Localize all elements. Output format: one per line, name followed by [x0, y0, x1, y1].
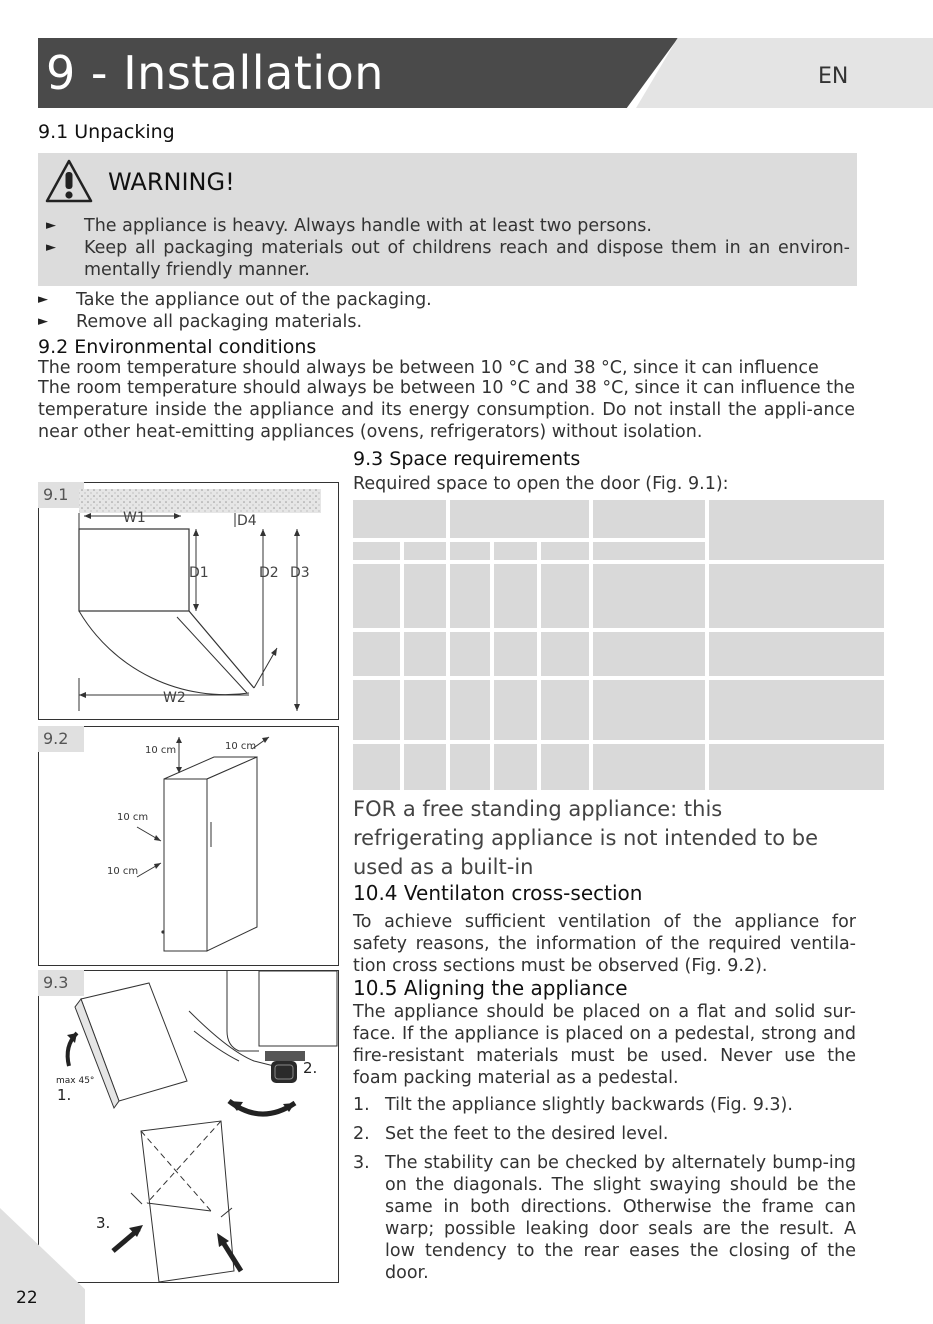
warning-triangle-icon	[44, 158, 94, 204]
table-cell	[404, 564, 446, 628]
heading-space-requirements: 9.3 Space requirements	[353, 448, 581, 470]
label-w2: W2	[163, 690, 186, 706]
label-clearance-side-top: 10 cm	[117, 812, 149, 823]
table-cell	[450, 632, 490, 676]
figure-tag: 9.3	[38, 970, 84, 996]
environmental-text: The room temperature should always be between 10 °C and 38 °C, since it can influence the temperature inside the appliance and its energy consumption. Do not install the appli-ance near other heat-emitting appliances (ovens, refrigerators) without isolation.	[38, 378, 855, 442]
table-cell	[450, 542, 490, 560]
table-cell	[709, 744, 884, 790]
table-cell	[353, 564, 400, 628]
table-cell	[450, 744, 490, 790]
warning-title: WARNING!	[108, 168, 235, 196]
heading-environmental: 9.2 Environmental conditions	[38, 336, 317, 358]
warning-item: ► Keep all packaging materials out of childrens reach and dispose them in an environ-mentally friendly manner.	[46, 238, 850, 280]
table-cell	[353, 542, 400, 560]
table-cell	[593, 680, 705, 740]
heading-unpacking: 9.1 Unpacking	[38, 121, 175, 143]
free-standing-note: FOR a free standing appliance: this refrigerating appliance is not intended to be used as a built-in	[353, 797, 818, 879]
label-d2: D2	[259, 565, 279, 581]
table-cell	[450, 500, 589, 538]
space-subtext: Required space to open the door (Fig. 9.1):	[353, 474, 729, 494]
label-max-angle: max 45°	[56, 1076, 95, 1086]
aligning-steps	[353, 1094, 856, 1284]
table-cell	[404, 680, 446, 740]
heading-ventilation: 10.4 Ventilaton cross-section	[353, 881, 643, 905]
label-clearance-top-left: 10 cm	[145, 745, 177, 756]
language-label: EN	[818, 64, 849, 89]
space-table	[353, 500, 884, 790]
aligning-text: The appliance should be placed on a flat and solid sur-face. If the appliance is placed on a pedestal, strong and fire-resistant materials must be used. Never use the foam packing material as a pedestal.	[353, 1002, 856, 1088]
label-step-3: 3.	[96, 1214, 111, 1232]
label-step-1: 1.	[57, 1086, 72, 1104]
warning-list	[38, 215, 850, 281]
page-title: 9 - Installation	[46, 46, 384, 100]
table-cell	[404, 542, 446, 560]
list-item: ► Take the appliance out of the packaging.	[38, 290, 432, 310]
table-cell	[541, 632, 589, 676]
table-cell	[593, 632, 705, 676]
list-item: ► Remove all packaging materials.	[38, 312, 363, 332]
list-item: 2. Set the feet to the desired level.	[353, 1124, 669, 1144]
heading-aligning: 10.5 Aligning the appliance	[353, 976, 628, 1000]
list-item: 1. Tilt the appliance slightly backwards (Fig. 9.3).	[353, 1095, 793, 1115]
table-cell	[450, 680, 490, 740]
table-cell	[593, 564, 705, 628]
table-cell	[709, 632, 884, 676]
table-cell	[593, 744, 705, 790]
unpacking-steps	[38, 289, 850, 333]
table-cell	[494, 680, 537, 740]
ventilation-diagram	[39, 727, 338, 965]
table-cell	[541, 680, 589, 740]
label-clearance-side-bottom: 10 cm	[107, 866, 139, 877]
table-cell	[494, 632, 537, 676]
table-cell	[541, 542, 589, 560]
table-cell	[593, 542, 705, 560]
table-cell	[353, 632, 400, 676]
label-w1: W1	[123, 510, 146, 526]
duplicate-text-line: The room temperature should always be between 10 °C and 38 °C, since it can influence	[38, 358, 819, 378]
table-cell	[404, 744, 446, 790]
label-d1: D1	[189, 565, 209, 581]
figure-tag: 9.2	[38, 726, 84, 752]
table-cell	[541, 744, 589, 790]
table-cell	[494, 564, 537, 628]
warning-item: ► The appliance is heavy. Always handle with at least two persons.	[46, 216, 652, 236]
table-cell	[709, 564, 884, 628]
figure-tag: 9.1	[38, 482, 84, 508]
table-cell	[709, 500, 884, 560]
label-d4: D4	[237, 513, 257, 529]
table-cell	[450, 564, 490, 628]
table-cell	[494, 744, 537, 790]
alignment-diagram	[39, 971, 338, 1282]
list-item: 3. The stability can be checked by alternately bump-ing on the diagonals. The slight swaying should be the same in both directions. Otherwise the frame can warp; possible leaking door seals are the result. A low tendency to the rear eases the closing of the door.	[353, 1153, 856, 1283]
label-step-2: 2.	[303, 1059, 318, 1077]
page-number: 22	[16, 1288, 38, 1308]
table-cell	[353, 680, 400, 740]
header-lang-band	[636, 38, 933, 108]
ventilation-text: To achieve sufficient ventilation of the appliance for safety reasons, the information of the required ventila-tion cross sections must be observed (Fig. 9.2).	[353, 912, 856, 976]
table-cell	[353, 744, 400, 790]
table-cell	[541, 564, 589, 628]
table-cell	[404, 632, 446, 676]
table-cell	[494, 542, 537, 560]
table-cell	[593, 500, 705, 538]
table-cell	[353, 500, 446, 538]
table-cell	[709, 680, 884, 740]
label-d3: D3	[290, 565, 310, 581]
door-clearance-diagram	[39, 483, 338, 719]
label-clearance-top-right: 10 cm	[225, 741, 257, 752]
